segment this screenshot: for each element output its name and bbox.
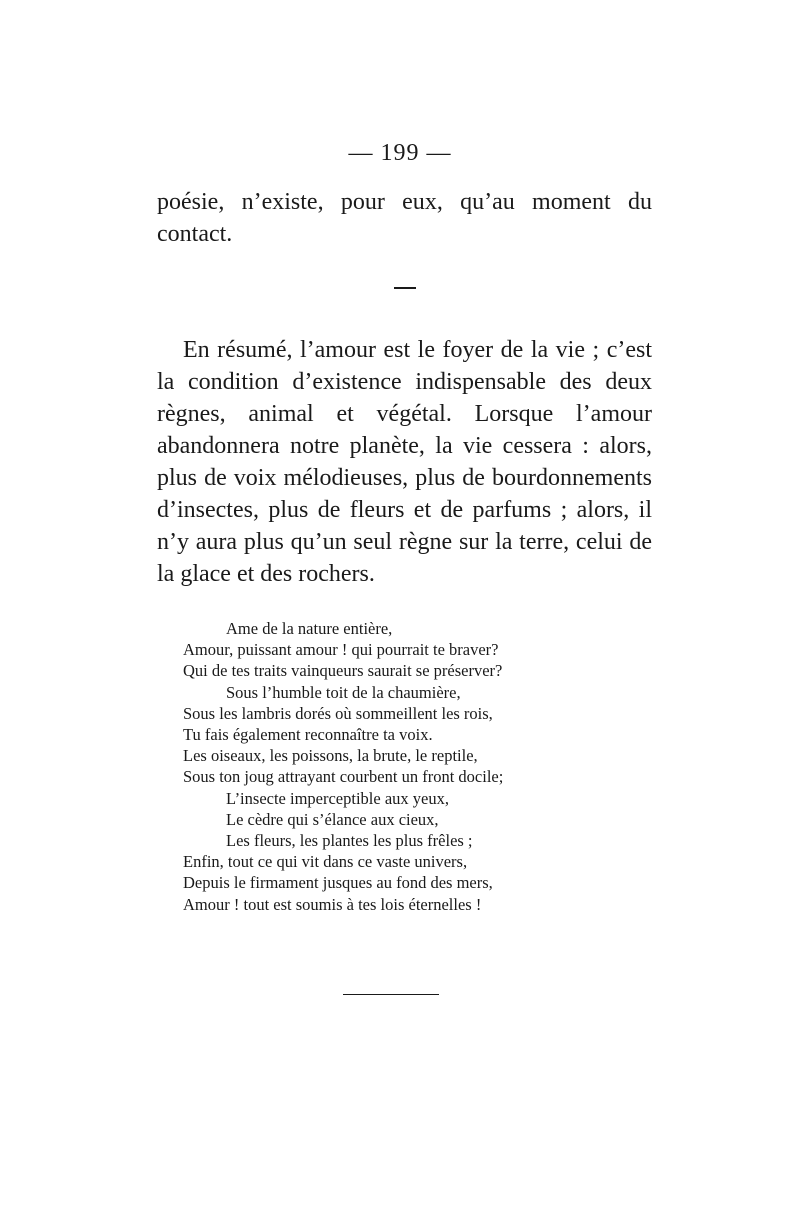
poem bbox=[183, 618, 603, 915]
page-number: — 199 — bbox=[348, 140, 452, 166]
poem-line: Sous l’humble toit de la chaumière, bbox=[226, 682, 461, 702]
main-paragraph bbox=[157, 334, 652, 590]
poem-line: Enfin, tout ce qui vit dans ce vaste univers, bbox=[183, 852, 468, 872]
poem-line: Les fleurs, les plantes les plus frêles ; bbox=[226, 831, 473, 851]
poem-line: Le cèdre qui s’élance aux cieux, bbox=[226, 809, 439, 829]
poem-line: Amour ! tout est soumis à tes lois éternelles ! bbox=[183, 894, 482, 914]
end-divider bbox=[343, 994, 439, 995]
poem-line: L’insecte imperceptible aux yeux, bbox=[226, 788, 449, 808]
poem-line: Qui de tes traits vainqueurs saurait se préserver? bbox=[183, 661, 503, 681]
poem-line: Sous ton joug attrayant courbent un front docile; bbox=[183, 767, 504, 787]
poem-line: Tu fais également reconnaître ta voix. bbox=[183, 725, 433, 745]
poem-line: Sous les lambris dorés où sommeillent les rois, bbox=[183, 703, 493, 723]
poem-line: Ame de la nature entière, bbox=[226, 619, 393, 638]
section-divider bbox=[394, 287, 416, 289]
poem-line: Les oiseaux, les poissons, la brute, le reptile, bbox=[183, 746, 478, 766]
paragraph-text: poésie, n’existe, pour eux, qu’au moment du contact. bbox=[157, 189, 652, 247]
poem-line: Amour, puissant amour ! qui pourrait te braver? bbox=[183, 640, 499, 660]
poem-line: Depuis le firmament jusques au fond des mers, bbox=[183, 873, 493, 893]
paragraph-text: En résumé, l’amour est le foyer de la vie ; c’est la condition d’existence indispensable des deux règnes, animal et végétal. Lorsque l’amour abandonnera notre planète, la vie cessera : alors, plus de voix mélodieuses, plus de bourdonnements d’insectes, plus de fleurs et de parfums ; alors, il n’y aura plus qu’un seul règne sur la terre, celui de la glace et des rochers. bbox=[157, 337, 652, 587]
continued-paragraph bbox=[157, 186, 652, 250]
